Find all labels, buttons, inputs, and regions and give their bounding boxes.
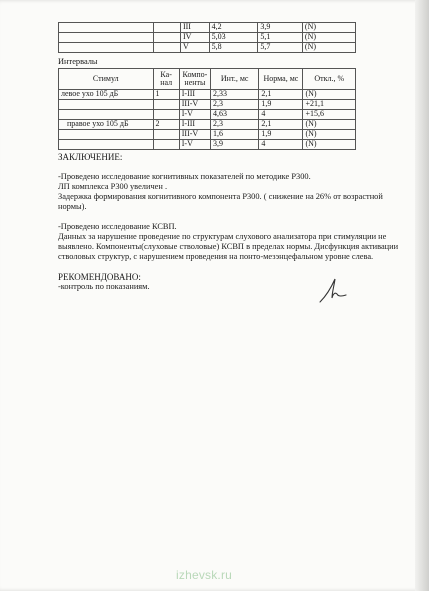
value-cell: 5,8 xyxy=(209,43,258,53)
deviation-cell: (N) xyxy=(302,33,355,43)
norm-cell: 1,9 xyxy=(259,130,303,140)
component-cell: I-III xyxy=(179,90,210,100)
channel-cell: 1 xyxy=(153,90,179,100)
header-interval: Инт., мс xyxy=(211,69,259,90)
norm-cell: 4 xyxy=(259,110,303,120)
stimulus-cell: левое ухо 105 дБ xyxy=(59,90,154,100)
deviation-cell: (N) xyxy=(303,130,356,140)
value-cell: 2,3 xyxy=(211,120,259,130)
deviation-cell: (N) xyxy=(302,23,355,33)
table-row xyxy=(59,140,356,150)
value-cell: 2,33 xyxy=(211,90,259,100)
norm-cell: 3,9 xyxy=(258,23,303,33)
norm-cell: 4 xyxy=(259,140,303,150)
channel-cell: 2 xyxy=(153,120,179,130)
intervals-table xyxy=(58,68,356,150)
deviation-cell: (N) xyxy=(303,90,356,100)
recommendation-text: -контроль по показаниям. xyxy=(58,282,150,291)
table-row xyxy=(59,110,356,120)
latency-table-continuation xyxy=(58,22,356,53)
conclusion-text-line: нормы). xyxy=(58,202,87,211)
recommendation-heading: РЕКОМЕНДОВАНО: xyxy=(58,272,141,282)
deviation-cell: +15,6 xyxy=(303,110,356,120)
conclusion-text-line: -Проведено исследование КСВП. xyxy=(58,222,177,231)
table-row xyxy=(59,120,356,130)
component-cell: III-V xyxy=(179,100,210,110)
component-cell: V xyxy=(180,43,209,53)
table-row xyxy=(59,23,356,33)
table-row xyxy=(59,100,356,110)
value-cell: 4,2 xyxy=(209,23,258,33)
table-header-row xyxy=(59,69,356,90)
table-row xyxy=(59,33,356,43)
intervals-heading: Интервалы xyxy=(58,57,98,66)
conclusion-text-line: ЛП комплекса Р300 увеличен . xyxy=(58,182,168,191)
norm-cell: 1,9 xyxy=(259,100,303,110)
table-row xyxy=(59,90,356,100)
header-norm: Норма, мс xyxy=(259,69,303,90)
norm-cell: 5,7 xyxy=(258,43,303,53)
deviation-cell: (N) xyxy=(302,43,355,53)
component-cell: III xyxy=(180,23,209,33)
norm-cell: 5,1 xyxy=(258,33,303,43)
component-cell: I-V xyxy=(179,140,210,150)
conclusion-text-line: выявлено. Компоненты(слуховые стволовые) КСВП в пределах нормы. Дисфункция активации xyxy=(58,242,399,251)
conclusion-heading: ЗАКЛЮЧЕНИЕ: xyxy=(58,152,123,162)
header-deviation: Откл., % xyxy=(303,69,356,90)
value-cell: 5,03 xyxy=(209,33,258,43)
component-cell: I-III xyxy=(179,120,210,130)
signature-icon xyxy=(316,276,350,306)
deviation-cell: (N) xyxy=(303,120,356,130)
header-stimulus: Стимул xyxy=(59,69,154,90)
value-cell: 4,63 xyxy=(211,110,259,120)
watermark-text: izhevsk.ru xyxy=(176,568,233,582)
table-row xyxy=(59,43,356,53)
component-cell: I-V xyxy=(179,110,210,120)
deviation-cell: (N) xyxy=(303,140,356,150)
value-cell: 1,6 xyxy=(211,130,259,140)
norm-cell: 2,1 xyxy=(259,90,303,100)
value-cell: 3,9 xyxy=(211,140,259,150)
header-components: Компо-ненты xyxy=(179,69,210,90)
norm-cell: 2,1 xyxy=(259,120,303,130)
page-edge-shadow xyxy=(415,0,429,591)
conclusion-text-line: стволовых структур, с нарушением проведения на понто-мезэнцефальном уровне слева. xyxy=(58,252,374,261)
conclusion-text-line: Задержка формирования когнитивного компонента Р300. ( снижение на 26% от возрастной xyxy=(58,192,383,201)
component-cell: IV xyxy=(180,33,209,43)
stimulus-cell: правое ухо 105 дБ xyxy=(59,120,154,130)
conclusion-text-line: -Проведено исследование когнитивных показателей по методике Р300. xyxy=(58,172,311,181)
component-cell: III-V xyxy=(179,130,210,140)
conclusion-text-line: Данных за нарушение проведение по структурам слухового анализатора при стимуляции не xyxy=(58,232,387,241)
table-row xyxy=(59,130,356,140)
value-cell: 2,3 xyxy=(211,100,259,110)
deviation-cell: +21,1 xyxy=(303,100,356,110)
header-channel: Ка-нал xyxy=(153,69,179,90)
